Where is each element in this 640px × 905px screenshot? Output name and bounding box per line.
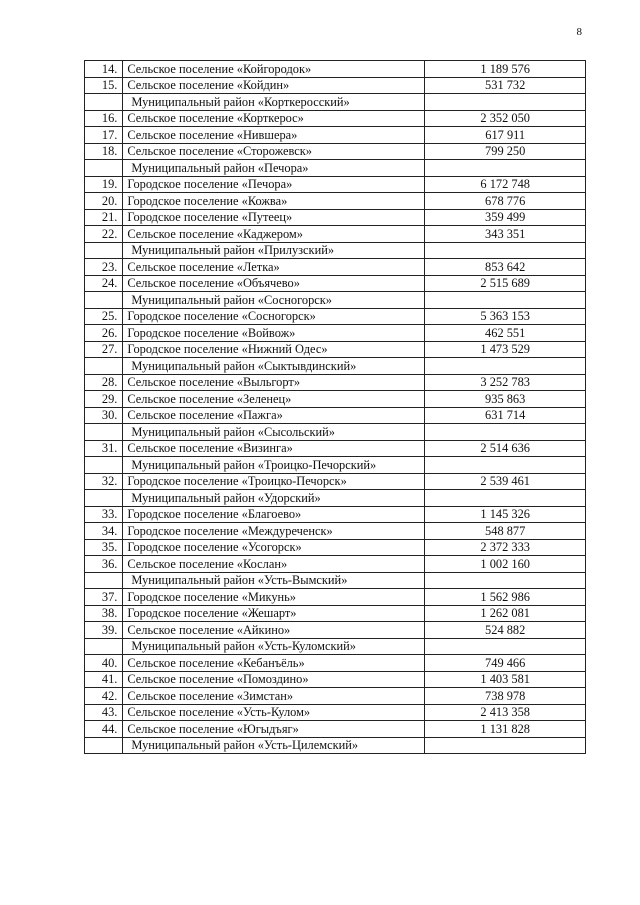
district-name: Муниципальный район «Сосногорск» (123, 292, 425, 309)
amount-value (425, 638, 586, 655)
settlement-name: Городское поселение «Усогорск» (123, 539, 425, 556)
amount-value: 1 189 576 (425, 61, 586, 78)
amount-value: 935 863 (425, 391, 586, 408)
table-row (85, 77, 586, 94)
row-number: 23. (85, 259, 123, 276)
district-name: Муниципальный район «Усть-Куломский» (123, 638, 425, 655)
amount-value (425, 292, 586, 309)
row-number: 27. (85, 341, 123, 358)
table-row (85, 374, 586, 391)
district-name: Муниципальный район «Удорский» (123, 490, 425, 507)
allocation-table (84, 60, 586, 754)
amount-value: 799 250 (425, 143, 586, 160)
amount-value: 749 466 (425, 655, 586, 672)
row-number: 40. (85, 655, 123, 672)
table-row (85, 209, 586, 226)
row-number: 18. (85, 143, 123, 160)
row-number: 37. (85, 589, 123, 606)
row-number: 28. (85, 374, 123, 391)
settlement-name: Сельское поселение «Айкино» (123, 622, 425, 639)
district-row (85, 160, 586, 177)
district-name: Муниципальный район «Прилузский» (123, 242, 425, 259)
amount-value: 2 372 333 (425, 539, 586, 556)
amount-value (425, 242, 586, 259)
table-row (85, 688, 586, 705)
table-row (85, 440, 586, 457)
row-number (85, 457, 123, 474)
amount-value: 631 714 (425, 407, 586, 424)
amount-value: 524 882 (425, 622, 586, 639)
district-name: Муниципальный район «Корткеросский» (123, 94, 425, 111)
row-number (85, 638, 123, 655)
amount-value (425, 457, 586, 474)
amount-value: 2 515 689 (425, 275, 586, 292)
amount-value (425, 490, 586, 507)
amount-value: 853 642 (425, 259, 586, 276)
row-number: 41. (85, 671, 123, 688)
page-number: 8 (576, 26, 582, 38)
row-number: 33. (85, 506, 123, 523)
table-row (85, 110, 586, 127)
row-number: 25. (85, 308, 123, 325)
amount-value (425, 572, 586, 589)
district-name: Муниципальный район «Троицко-Печорский» (123, 457, 425, 474)
district-row (85, 638, 586, 655)
table-row (85, 556, 586, 573)
row-number: 32. (85, 473, 123, 490)
row-number (85, 424, 123, 441)
table-row (85, 523, 586, 540)
row-number: 24. (85, 275, 123, 292)
amount-value: 1 262 081 (425, 605, 586, 622)
amount-value: 617 911 (425, 127, 586, 144)
settlement-name: Городское поселение «Печора» (123, 176, 425, 193)
row-number: 44. (85, 721, 123, 738)
settlement-name: Городское поселение «Нижний Одес» (123, 341, 425, 358)
row-number (85, 490, 123, 507)
amount-value: 1 131 828 (425, 721, 586, 738)
district-row (85, 358, 586, 375)
table-row (85, 61, 586, 78)
amount-value: 678 776 (425, 193, 586, 210)
settlement-name: Сельское поселение «Югыдъяг» (123, 721, 425, 738)
amount-value: 1 473 529 (425, 341, 586, 358)
settlement-name: Сельское поселение «Помоздино» (123, 671, 425, 688)
row-number: 34. (85, 523, 123, 540)
settlement-name: Сельское поселение «Усть-Кулом» (123, 704, 425, 721)
amount-value (425, 160, 586, 177)
row-number (85, 292, 123, 309)
row-number: 26. (85, 325, 123, 342)
row-number (85, 572, 123, 589)
district-row (85, 292, 586, 309)
amount-value: 5 363 153 (425, 308, 586, 325)
district-name: Муниципальный район «Усть-Вымский» (123, 572, 425, 589)
row-number: 31. (85, 440, 123, 457)
table-row (85, 589, 586, 606)
table-row (85, 671, 586, 688)
table-row (85, 275, 586, 292)
settlement-name: Городское поселение «Кожва» (123, 193, 425, 210)
row-number (85, 94, 123, 111)
settlement-name: Сельское поселение «Выльгорт» (123, 374, 425, 391)
row-number: 35. (85, 539, 123, 556)
row-number (85, 358, 123, 375)
district-row (85, 242, 586, 259)
amount-value: 2 413 358 (425, 704, 586, 721)
settlement-name: Сельское поселение «Кебанъёль» (123, 655, 425, 672)
settlement-name: Сельское поселение «Корткерос» (123, 110, 425, 127)
amount-value: 343 351 (425, 226, 586, 243)
amount-value: 2 352 050 (425, 110, 586, 127)
row-number: 17. (85, 127, 123, 144)
settlement-name: Сельское поселение «Каджером» (123, 226, 425, 243)
district-name: Муниципальный район «Усть-Цилемский» (123, 737, 425, 754)
amount-value: 531 732 (425, 77, 586, 94)
settlement-name: Сельское поселение «Койгородок» (123, 61, 425, 78)
table-row (85, 622, 586, 639)
row-number: 30. (85, 407, 123, 424)
row-number: 43. (85, 704, 123, 721)
table-row (85, 391, 586, 408)
district-row (85, 424, 586, 441)
district-row (85, 94, 586, 111)
table-row (85, 539, 586, 556)
table-row (85, 127, 586, 144)
table-row (85, 226, 586, 243)
table-row (85, 193, 586, 210)
table-row (85, 473, 586, 490)
row-number: 15. (85, 77, 123, 94)
district-name: Муниципальный район «Сыктывдинский» (123, 358, 425, 375)
row-number: 20. (85, 193, 123, 210)
settlement-name: Городское поселение «Жешарт» (123, 605, 425, 622)
amount-value: 2 514 636 (425, 440, 586, 457)
amount-value: 1 403 581 (425, 671, 586, 688)
district-name: Муниципальный район «Печора» (123, 160, 425, 177)
table-row (85, 655, 586, 672)
row-number: 39. (85, 622, 123, 639)
amount-value: 548 877 (425, 523, 586, 540)
district-row (85, 457, 586, 474)
row-number: 16. (85, 110, 123, 127)
settlement-name: Сельское поселение «Койдин» (123, 77, 425, 94)
table-row (85, 704, 586, 721)
table-row (85, 407, 586, 424)
amount-value (425, 737, 586, 754)
settlement-name: Городское поселение «Путеец» (123, 209, 425, 226)
settlement-name: Сельское поселение «Зеленец» (123, 391, 425, 408)
settlement-name: Городское поселение «Благоево» (123, 506, 425, 523)
settlement-name: Сельское поселение «Кослан» (123, 556, 425, 573)
table-row (85, 341, 586, 358)
settlement-name: Городское поселение «Троицко-Печорск» (123, 473, 425, 490)
settlement-name: Городское поселение «Сосногорск» (123, 308, 425, 325)
settlement-name: Сельское поселение «Зимстан» (123, 688, 425, 705)
table-row (85, 325, 586, 342)
settlement-name: Сельское поселение «Летка» (123, 259, 425, 276)
settlement-name: Сельское поселение «Нившера» (123, 127, 425, 144)
row-number: 14. (85, 61, 123, 78)
amount-value: 1 002 160 (425, 556, 586, 573)
amount-value: 1 145 326 (425, 506, 586, 523)
settlement-name: Сельское поселение «Визинга» (123, 440, 425, 457)
row-number: 42. (85, 688, 123, 705)
settlement-name: Сельское поселение «Объячево» (123, 275, 425, 292)
amount-value: 6 172 748 (425, 176, 586, 193)
district-name: Муниципальный район «Сысольский» (123, 424, 425, 441)
table-row (85, 721, 586, 738)
table-row (85, 259, 586, 276)
amount-value (425, 424, 586, 441)
settlement-name: Городское поселение «Микунь» (123, 589, 425, 606)
amount-value: 359 499 (425, 209, 586, 226)
amount-value: 738 978 (425, 688, 586, 705)
settlement-name: Городское поселение «Войвож» (123, 325, 425, 342)
row-number: 19. (85, 176, 123, 193)
row-number: 21. (85, 209, 123, 226)
table-row (85, 143, 586, 160)
table-row (85, 506, 586, 523)
district-row (85, 490, 586, 507)
amount-value: 2 539 461 (425, 473, 586, 490)
amount-value: 3 252 783 (425, 374, 586, 391)
amount-value (425, 94, 586, 111)
amount-value: 462 551 (425, 325, 586, 342)
settlement-name: Сельское поселение «Пажга» (123, 407, 425, 424)
row-number (85, 160, 123, 177)
row-number: 38. (85, 605, 123, 622)
row-number: 22. (85, 226, 123, 243)
amount-value (425, 358, 586, 375)
row-number: 36. (85, 556, 123, 573)
district-row (85, 572, 586, 589)
settlement-name: Сельское поселение «Сторожевск» (123, 143, 425, 160)
row-number (85, 242, 123, 259)
row-number: 29. (85, 391, 123, 408)
table-row (85, 308, 586, 325)
table-row (85, 176, 586, 193)
amount-value: 1 562 986 (425, 589, 586, 606)
settlement-name: Городское поселение «Междуреченск» (123, 523, 425, 540)
table-row (85, 605, 586, 622)
row-number (85, 737, 123, 754)
district-row (85, 737, 586, 754)
table-body (85, 61, 586, 754)
